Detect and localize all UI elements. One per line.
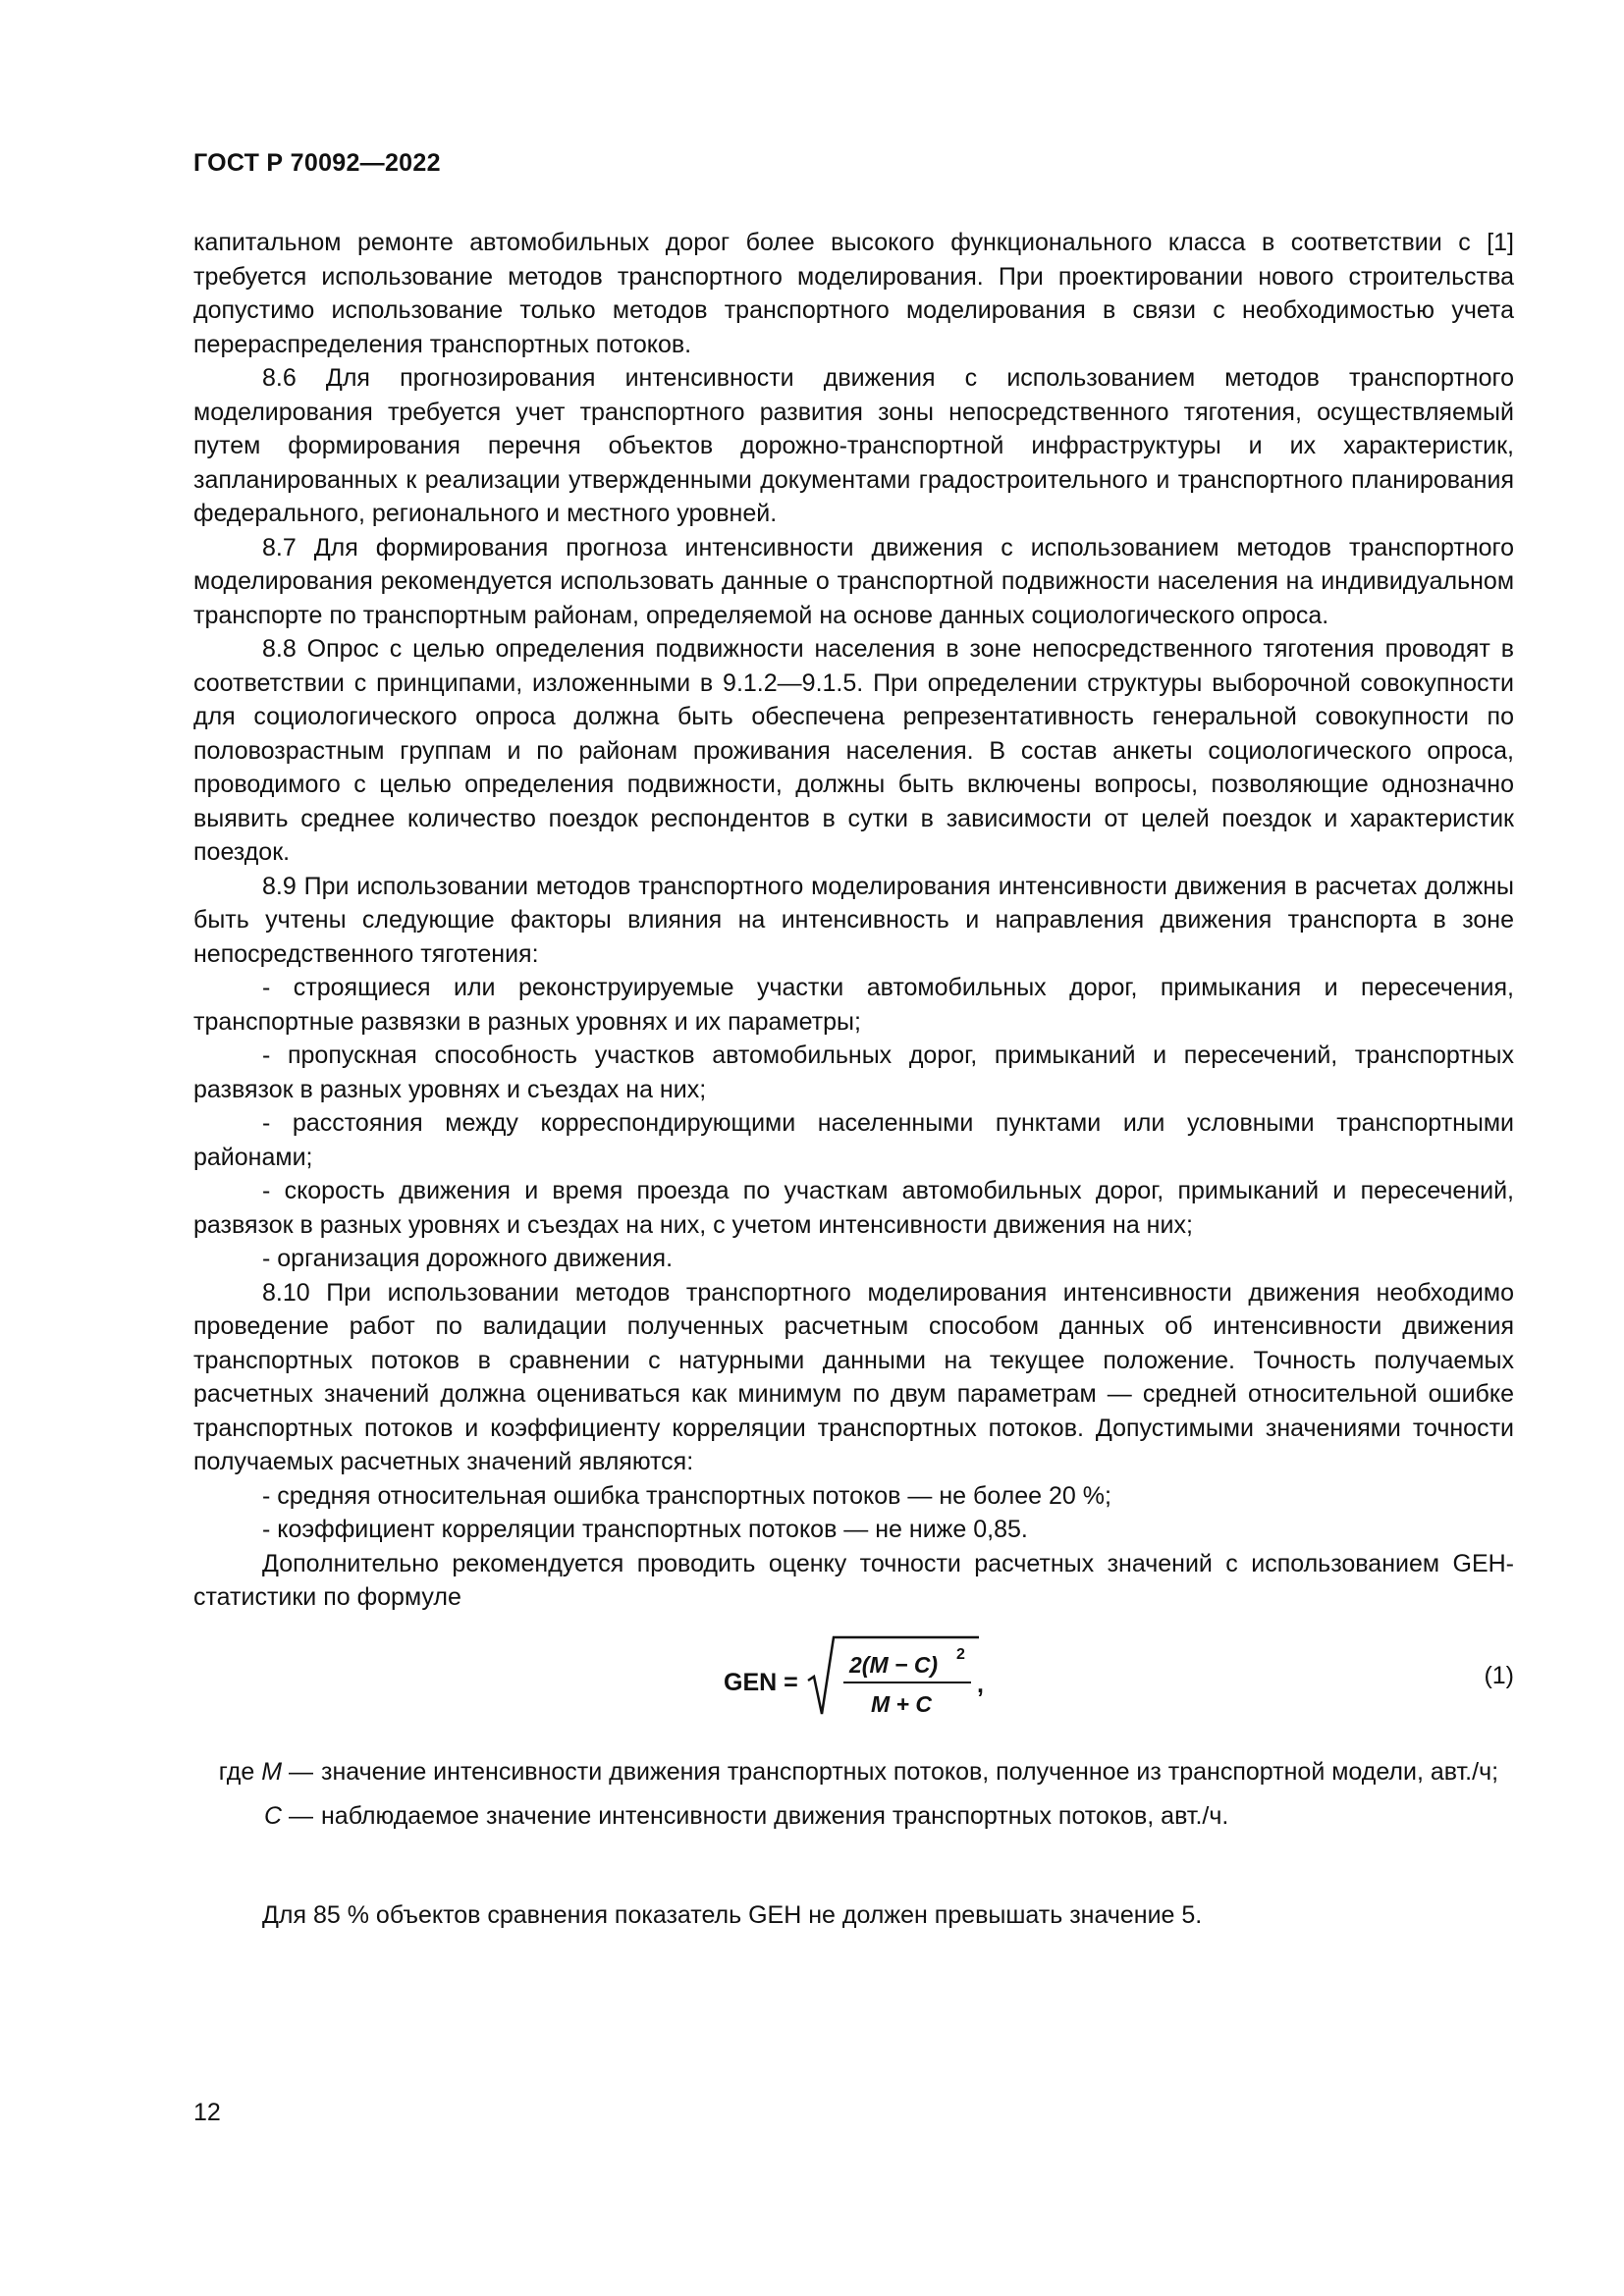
list-item: - коэффициент корреляции транспортных потоков — не ниже 0,85. [262, 1516, 1028, 1543]
equation-number: (1) [1484, 1662, 1514, 1689]
list-item: - скорость движения и время проезда по участкам автомобильных дорог, примыканий и пересечений, развязок в разных уровнях и съездах на них, с учетом интенсивности движения на них; [193, 1177, 1514, 1239]
paragraph-8-7: 8.7 Для формирования прогноза интенсивности движения с использованием методов транспортного моделирования рекомендуется использовать данные о транспортной подвижности населения на индивидуальном транспорте по транспортным районам, определяемой на основе данных социологического опроса. [193, 533, 1514, 629]
paragraph-8-6: 8.6 Для прогнозирования интенсивности движения с использованием методов транспортного моделирования требуется учет транспортного развития зоны непосредственного тяготения, осуществляемый путем формирования перечня объектов дорожно-транспортной инфраструктуры и их характеристик, запланированных к реализации утвержденными документами градостроительного и транспортного планирования федерального, регионального и местного уровней. [193, 364, 1514, 527]
paragraph-continuation: капитальном ремонте автомобильных дорог более высокого функционального класса в соответствии с [1] требуется использование методов транспортного моделирования. При проектировании нового строительства допустимо использование только методов транспортного моделирования в связи с необходимостью учета перераспределения транспортных потоков. [193, 229, 1514, 358]
where-row-c [193, 1799, 1514, 1834]
formula-denominator: M + C [871, 1691, 932, 1717]
formula-numerator: 2(M − C) [849, 1652, 939, 1678]
geh-formula [724, 1629, 1018, 1737]
where-symbol: C — [263, 1801, 313, 1830]
paragraph-8-9: 8.9 При использовании методов транспортного моделирования интенсивности движения в расчетах должны быть учтены следующие факторы влияния на интенсивность и направления движения транспорта в зоне непосредственного тяготения: [193, 872, 1514, 968]
list-item: - организация дорожного движения. [262, 1245, 674, 1272]
list-item: - средняя относительная ошибка транспортных потоков — не более 20 %; [262, 1481, 1111, 1510]
where-symbol: где M — [218, 1758, 313, 1786]
where-definition: значение интенсивности движения транспортных потоков, полученное из транспортной модели, авт./ч; [321, 1758, 1499, 1786]
paragraph-8-10: 8.10 При использовании методов транспортного моделирования интенсивности движения необходимо проведение работ по валидации полученных расчетным способом данных об интенсивности движения транспортных потоков в сравнении с натурными данными на текущее положение. Точность получаемых расчетных значений должна оцениваться как минимум по двум параметрам — средней относительной ошибке транспортных потоков и коэффициенту корреляции транспортных потоков. Допустимыми значениями точности получаемых расчетных значений являются: [193, 1278, 1514, 1475]
list-item: - пропускная способность участков автомобильных дорог, примыканий и пересечений, транспортных развязок в разных уровнях и съездах на них; [193, 1041, 1514, 1103]
paragraph-geh-intro: Дополнительно рекомендуется проводить оценку точности расчетных значений с использованием GEH-статистики по формуле [193, 1549, 1514, 1611]
list-item: - расстояния между корреспондирующими населенными пунктами или условными транспортными районами; [193, 1109, 1514, 1171]
list-item: - строящиеся или реконструируемые участки автомобильных дорог, примыкания и пересечения, транспортные развязки в разных уровнях и их параметры; [193, 974, 1514, 1036]
formula-exponent: 2 [956, 1646, 965, 1663]
body-text [193, 226, 1514, 1615]
formula-trailing-comma: , [977, 1671, 984, 1698]
formula-graphic [724, 1629, 1018, 1737]
formula-lhs: GEN = [724, 1669, 798, 1696]
paragraph-8-8: 8.8 Опрос с целью определения подвижности населения в зоне непосредственного тяготения проводят в соответствии с принципами, изложенными в 9.1.2—9.1.5. При определении структуры выборочной совокупности для социологического опроса должна быть обеспечена репрезентативность генеральной совокупности по половозрастным группам и по районам проживания населения. В состав анкеты социологического опроса, проводимого с целью определения подвижности, должны быть включены вопросы, позволяющие однозначно выявить среднее количество поездок респондентов в сутки в зависимости от целей поездок и характеристик поездок. [193, 635, 1514, 866]
document-header: ГОСТ Р 70092—2022 [193, 149, 441, 177]
where-row-m [193, 1755, 1514, 1789]
where-definition: наблюдаемое значение интенсивности движения транспортных потоков, авт./ч. [321, 1801, 1229, 1830]
final-statement: Для 85 % объектов сравнения показатель GEH не должен превышать значение 5. [262, 1901, 1203, 1929]
formula-row [193, 1629, 1514, 1737]
where-block [193, 1755, 1514, 1842]
page-number: 12 [193, 2099, 221, 2126]
